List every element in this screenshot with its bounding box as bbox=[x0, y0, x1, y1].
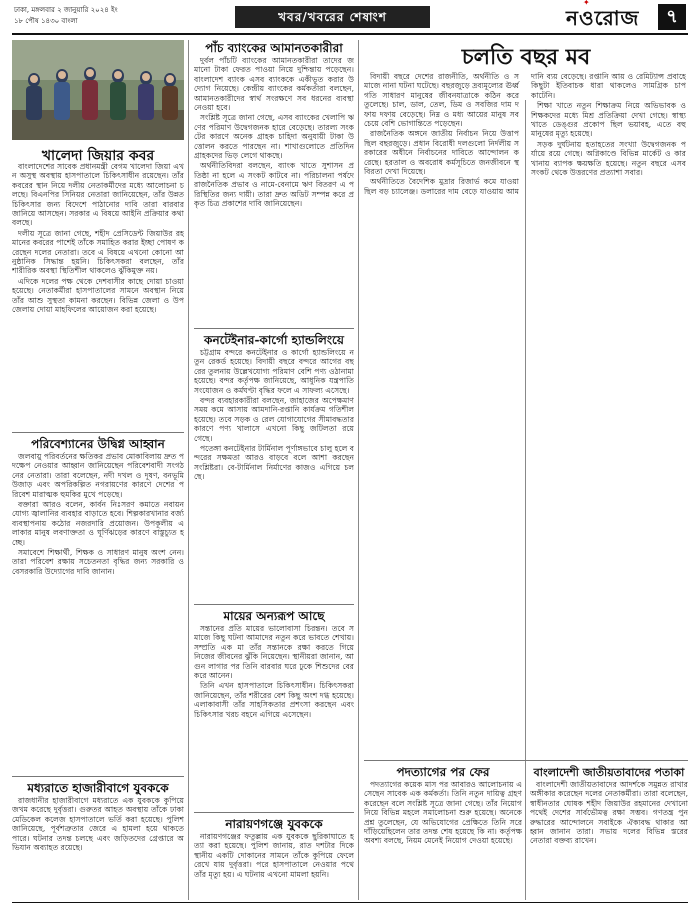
headline-year-end: চলতি বছর মব bbox=[461, 44, 591, 70]
paragraph: সমাবেশে শিক্ষার্থী, শিক্ষক ও সাধারণ মানুষ অংশ নেন। তারা পরিবেশ রক্ষায় সচেতনতা বৃদ্ধির জন্য সরকারি ও বেসরকারি উদ্যোগের দাবি জানান। bbox=[12, 548, 184, 576]
paragraph: সন্তানের প্রতি মায়ের ভালোবাসা চিরন্তন। তবে সমাজে কিছু ঘটনা আমাদের নতুন করে ভাবতে শেখায়। সম্প্রতি এক মা তাঁর সন্তানকে রক্ষা করতে গিয়ে নিজের জীবনের ঝুঁকি নিয়েছেন। স্থানীয়রা জানান, আগুন লাগার পর তিনি বারবার ঘরে ঢুকে শিশুদের বের করে আনেন। bbox=[194, 624, 354, 681]
paragraph: পদত্যাগের কয়েক মাস পর আবারও আলোচনায় এসেছেন সাবেক এক কর্মকর্তা। তিনি নতুন দায়িত্ব গ্রহণ করেছেন বলে সংশ্লিষ্ট সূত্রে জানা গেছে। তাঁর নিয়োগ নিয়ে বিভিন্ন মহলে সমালোচনা শুরু হয়েছে। অনেকে প্রশ্ন তুলেছেন, যে অভিযোগের প্রেক্ষিতে তিনি সরে দাঁড়িয়েছিলেন তার তদন্ত শেষ হয়েছে কি না। কর্তৃপক্ষ অবশ্য বলছে, নিয়ম মেনেই নিয়োগ দেওয়া হয়েছে। bbox=[364, 780, 522, 846]
headline-hazaribagh: মধ্যরাতে হাজারীবাগে যুবককে bbox=[27, 781, 169, 795]
article-body-narayanganj bbox=[194, 832, 354, 900]
article-body-mother bbox=[194, 624, 354, 810]
article-body-five-banks bbox=[194, 56, 354, 326]
article-divider bbox=[12, 776, 184, 777]
crowd-photo-illustration bbox=[12, 40, 184, 140]
article-body-nationalist-flag bbox=[530, 780, 688, 900]
page-number: ৭ bbox=[658, 4, 686, 30]
headline-resignation: পদত্যাগের পর ফের bbox=[396, 765, 490, 779]
column-divider bbox=[358, 40, 359, 900]
date-block bbox=[14, 5, 118, 27]
masthead-rule bbox=[12, 33, 688, 35]
paragraph: দুর্বল পাঁচটি ব্যাংকের আমানতকারীরা তাদের জমানো টাকা ফেরত পাওয়া নিয়ে দুশ্চিন্তায় পড়েছেন। বাংলাদেশ ব্যাংক এসব ব্যাংককে একীভূত করার উদ্যোগ নিয়েছে। কেন্দ্রীয় ব্যাংকের কর্মকর্তারা বলছেন, আমানতকারীদের স্বার্থ সংরক্ষণে সব ধরনের ব্যবস্থা নেওয়া হবে। bbox=[194, 56, 354, 113]
paragraph: বক্তারা আরও বলেন, কার্বন নিঃসরণ কমাতে নবায়নযোগ্য জ্বালানির ব্যবহার বাড়াতে হবে। শিল্পকারখানার বর্জ্য ব্যবস্থাপনায় কঠোর নজরদারি প্রয়োজন। উপকূলীয় এলাকার মানুষ লবণাক্ততা ও ঘূর্ণিঝড়ের কারণে বাস্তুচ্যুত হচ্ছে। bbox=[12, 500, 184, 547]
logo-ornament-icon: ✦ bbox=[583, 0, 590, 7]
headline-khaleda: খালেদা জিয়ার কবর bbox=[41, 148, 155, 164]
paragraph: এদিকে দলের পক্ষ থেকে দেশবাসীর কাছে দোয়া চাওয়া হয়েছে। নেতাকর্মীরা হাসপাতালের সামনে অবস্থান নিয়ে তাঁর আশু সুস্থতা কামনা করছেন। বিভিন্ন জেলা ও উপজেলায় দোয়া মাহফিলের আয়োজন করা হয়েছে। bbox=[12, 276, 184, 315]
article-body-year-end bbox=[364, 72, 686, 572]
headline-climate: পরিবেশ্যানের উদ্বিগ্ন আহ্বান bbox=[31, 437, 165, 451]
article-body-resignation bbox=[364, 780, 522, 900]
paragraph: তিনি এখন হাসপাতালে চিকিৎসাধীন। চিকিৎসকরা জানিয়েছেন, তাঁর শরীরের বেশ কিছু অংশ দগ্ধ হয়েছে। এলাকাবাসী তাঁর সাহসিকতার প্রশংসা করছেন এবং চিকিৎসার খরচ বহনে এগিয়ে এসেছেন। bbox=[194, 681, 354, 719]
headline-five-banks: পাঁচ ব্যাংকের আমানতকারীরা bbox=[205, 41, 343, 55]
headline-mother: মায়ের অন্যরূপ আছে bbox=[223, 609, 325, 623]
paragraph: চট্টগ্রাম বন্দরে কনটেইনার ও কার্গো হ্যান্ডলিংয়ে নতুন রেকর্ড হয়েছে। বিদায়ী বছরে বন্দরে আগের বছরের তুলনায় উল্লেখযোগ্য পরিমাণ বেশি পণ্য ওঠানামা হয়েছে। বন্দর কর্তৃপক্ষ জানিয়েছে, আধুনিক যন্ত্রপাতি সংযোজন ও কর্মঘণ্টা বৃদ্ধির ফলে এ সাফল্য এসেছে। bbox=[194, 348, 354, 395]
paragraph: অর্থনীতিতে বৈদেশিক মুদ্রার রিজার্ভ কমে যাওয়া ছিল বড় চ্যালেঞ্জ। ডলারের দাম বেড়ে যাওয়ায় আমদানি ব্যয় বেড়েছে। রপ্তানি আয় ও রেমিট্যান্স প্রবাহে কিছুটা ইতিবাচক ধারা থাকলেও সামগ্রিক চাপ কাটেনি। bbox=[364, 72, 686, 196]
paragraph: রাজনৈতিক অঙ্গনে জাতীয় নির্বাচন নিয়ে উত্তাপ ছিল বছরজুড়ে। প্রধান বিরোধী দলগুলো নির্দলীয় সরকারের অধীনে নির্বাচনের দাবিতে আন্দোলন করেছে। হরতাল ও অবরোধ কর্মসূচিতে জনজীবনে স্থবিরতা দেখা দিয়েছে। bbox=[364, 129, 519, 177]
article-divider bbox=[364, 760, 688, 761]
article-body-khaleda bbox=[12, 162, 184, 430]
article-divider bbox=[194, 812, 354, 813]
article-body-hazaribagh bbox=[12, 796, 184, 900]
paragraph: বাংলাদেশী জাতীয়তাবাদের আদর্শকে সমুন্নত রাখার অঙ্গীকার করেছেন দলের নেতাকর্মীরা। তারা বলেছেন, স্বাধীনতার ঘোষক শহীদ জিয়াউর রহমানের দেখানো পথেই দেশের সার্বভৌমত্ব রক্ষা সম্ভব। গণতন্ত্র পুনরুদ্ধারের আন্দোলনে সবাইকে ঐক্যবদ্ধ থাকার আহ্বান জানান তারা। সভায় দলের বিভিন্ন স্তরের নেতারা বক্তব্য রাখেন। bbox=[530, 780, 688, 846]
article-divider bbox=[194, 328, 354, 329]
paragraph: রাজধানীর হাজারীবাগে মধ্যরাতে এক যুবককে কুপিয়ে জখম করেছে দুর্বৃত্তরা। গুরুতর আহত অবস্থায় তাঁকে ঢাকা মেডিকেল কলেজ হাসপাতালে ভর্তি করা হয়েছে। পুলিশ জানিয়েছে, পূর্বশত্রুতার জেরে এ হামলা হয়ে থাকতে পারে। ঘটনার তদন্ত চলছে এবং জড়িতদের গ্রেপ্তারে অভিযান অব্যাহত রয়েছে। bbox=[12, 796, 184, 853]
masthead bbox=[0, 0, 700, 36]
paragraph: বাংলাদেশের সাবেক প্রধানমন্ত্রী বেগম খালেদা জিয়া এখন অসুস্থ অবস্থায় হাসপাতালে চিকিৎসাধীন রয়েছেন। তাঁর কবরের স্থান নিয়ে দলীয় নেতাকর্মীদের মধ্যে আলোচনা চলছে। বিএনপির সিনিয়র নেতারা জানিয়েছেন, তাঁর উন্নত চিকিৎসার জন্য বিদেশে পাঠানোর দাবি তারা বারবার জানিয়ে আসছেন। সরকার এ বিষয়ে আইনি প্রক্রিয়ার কথা বলছে। bbox=[12, 162, 184, 228]
paragraph: সংশ্লিষ্ট সূত্রে জানা গেছে, এসব ব্যাংকের খেলাপি ঋণের পরিমাণ উদ্বেগজনক হারে বেড়েছে। তারল্য সংকটের কারণে অনেক গ্রাহক চাহিদা অনুযায়ী টাকা উত্তোলন করতে পারছেন না। শাখাগুলোতে প্রতিদিন গ্রাহকদের ভিড় লেগে থাকছে। bbox=[194, 113, 354, 161]
paragraph: সড়ক দুর্ঘটনায় হতাহতের সংখ্যা উদ্বেগজনক পর্যায়ে রয়ে গেছে। অগ্নিকাণ্ডে বিভিন্ন মার্কেট ও কারখানায় ব্যাপক ক্ষয়ক্ষতি হয়েছে। নতুন বছরে এসব সংকট থেকে উত্তরণের প্রত্যাশা সবার। bbox=[531, 139, 686, 178]
newspaper-logo: নওরোজ bbox=[566, 6, 640, 30]
paragraph: নারায়ণগঞ্জের ফতুল্লায় এক যুবককে ছুরিকাঘাতে হত্যা করা হয়েছে। পুলিশ জানায়, রাত দশটার দিকে স্থানীয় একটি দোকানের সামনে তাঁকে কুপিয়ে ফেলে রেখে যায় দুর্বৃত্তরা। পরে হাসপাতালে নেওয়ার পথে তাঁর মৃত্যু হয়। এ ঘটনায় এখনো মামলা হয়নি। bbox=[194, 832, 354, 879]
paragraph: জলবায়ু পরিবর্তনের ক্ষতিকর প্রভাব মোকাবিলায় দ্রুত পদক্ষেপ নেওয়ার আহ্বান জানিয়েছেন পরিবেশবাদী সংগঠনের নেতারা। তারা বলেছেন, নদী দখল ও দূষণ, বনভূমি উজাড় এবং অপরিকল্পিত নগরায়ণের কারণে দেশের পরিবেশ মারাত্মক হুমকির মুখে পড়েছে। bbox=[12, 452, 184, 499]
article-body-cargo bbox=[194, 348, 354, 602]
column-divider bbox=[188, 40, 189, 900]
footer-rule bbox=[12, 902, 688, 903]
news-photo bbox=[12, 40, 184, 140]
paragraph: অর্থনীতিবিদরা বলছেন, ব্যাংক খাতে সুশাসন প্রতিষ্ঠা না হলে এ সংকট কাটবে না। পরিচালনা পর্ষদে রাজনৈতিক প্রভাব ও নামে-বেনামে ঋণ বিতরণ এ পরিস্থিতির জন্য দায়ী। তারা দ্রুত অডিট সম্পন্ন করে প্রকৃত চিত্র প্রকাশের দাবি জানিয়েছেন। bbox=[194, 161, 354, 209]
headline-cargo: কনটেইনার-কার্গো হ্যান্ডলিংয়ে bbox=[204, 333, 344, 347]
paragraph: পতেঙ্গা কনটেইনার টার্মিনাল পূর্ণাঙ্গভাবে চালু হলে বন্দরের সক্ষমতা আরও বাড়বে বলে আশা করছেন সংশ্লিষ্টরা। বে-টার্মিনাল নির্মাণের কাজও এগিয়ে চলছে। bbox=[194, 444, 354, 482]
article-body-climate bbox=[12, 452, 184, 774]
section-banner: খবর/খবরের শেষাংশ bbox=[235, 6, 430, 28]
headline-nationalist-flag: বাংলাদেশী জাতীয়তাবাদের পতাকা bbox=[533, 766, 685, 779]
date-bangla: ১৮ পৌষ ১৪৩০ বাংলা bbox=[14, 17, 78, 25]
date-gregorian: ঢাকা, মঙ্গলবার ২ জানুয়ারি ২০২৪ ইং bbox=[14, 6, 118, 14]
paragraph: দলীয় সূত্রে জানা গেছে, শহীদ প্রেসিডেন্ট জিয়াউর রহমানের কবরের পাশেই তাঁকে সমাহিত করার ইচ্ছা পোষণ করেছেন দলের নেতারা। তবে এ বিষয়ে এখনো কোনো আনুষ্ঠানিক সিদ্ধান্ত হয়নি। চিকিৎসকরা বলছেন, তাঁর শারীরিক অবস্থা স্থিতিশীল থাকলেও ঝুঁকিমুক্ত নয়। bbox=[12, 228, 184, 276]
article-divider bbox=[194, 604, 354, 605]
article-divider bbox=[12, 432, 184, 433]
paragraph: বিদায়ী বছরে দেশের রাজনীতি, অর্থনীতি ও সমাজে নানা ঘটনা ঘটেছে। বছরজুড়ে দ্রব্যমূল্যের ঊর্ধ্বগতি সাধারণ মানুষের জীবনযাত্রাকে কঠিন করে তুলেছে। চাল, ডাল, তেল, ডিম ও সবজির দাম দফায় দফায় বেড়েছে। নিম্ন ও মধ্য আয়ের মানুষ সবচেয়ে বেশি ভোগান্তিতে পড়েছেন। bbox=[364, 72, 519, 129]
headline-narayanganj: নারায়ণগঞ্জে যুবককে bbox=[225, 817, 323, 831]
paragraph: শিক্ষা খাতে নতুন শিক্ষাক্রম নিয়ে অভিভাবক ও শিক্ষকদের মধ্যে মিশ্র প্রতিক্রিয়া দেখা গেছে। স্বাস্থ্য খাতে ডেঙ্গুর প্রকোপ ছিল ভয়াবহ, এতে বহু মানুষের মৃত্যু হয়েছে। bbox=[531, 101, 686, 139]
paragraph: বন্দর ব্যবহারকারীরা বলছেন, জাহাজের অপেক্ষমাণ সময় কমে আসায় আমদানি-রপ্তানি কার্যক্রম গতিশীল হয়েছে। তবে সড়ক ও রেল যোগাযোগের সীমাবদ্ধতার কারণে পণ্য খালাসে এখনো কিছু জটিলতা রয়ে গেছে। bbox=[194, 396, 354, 443]
